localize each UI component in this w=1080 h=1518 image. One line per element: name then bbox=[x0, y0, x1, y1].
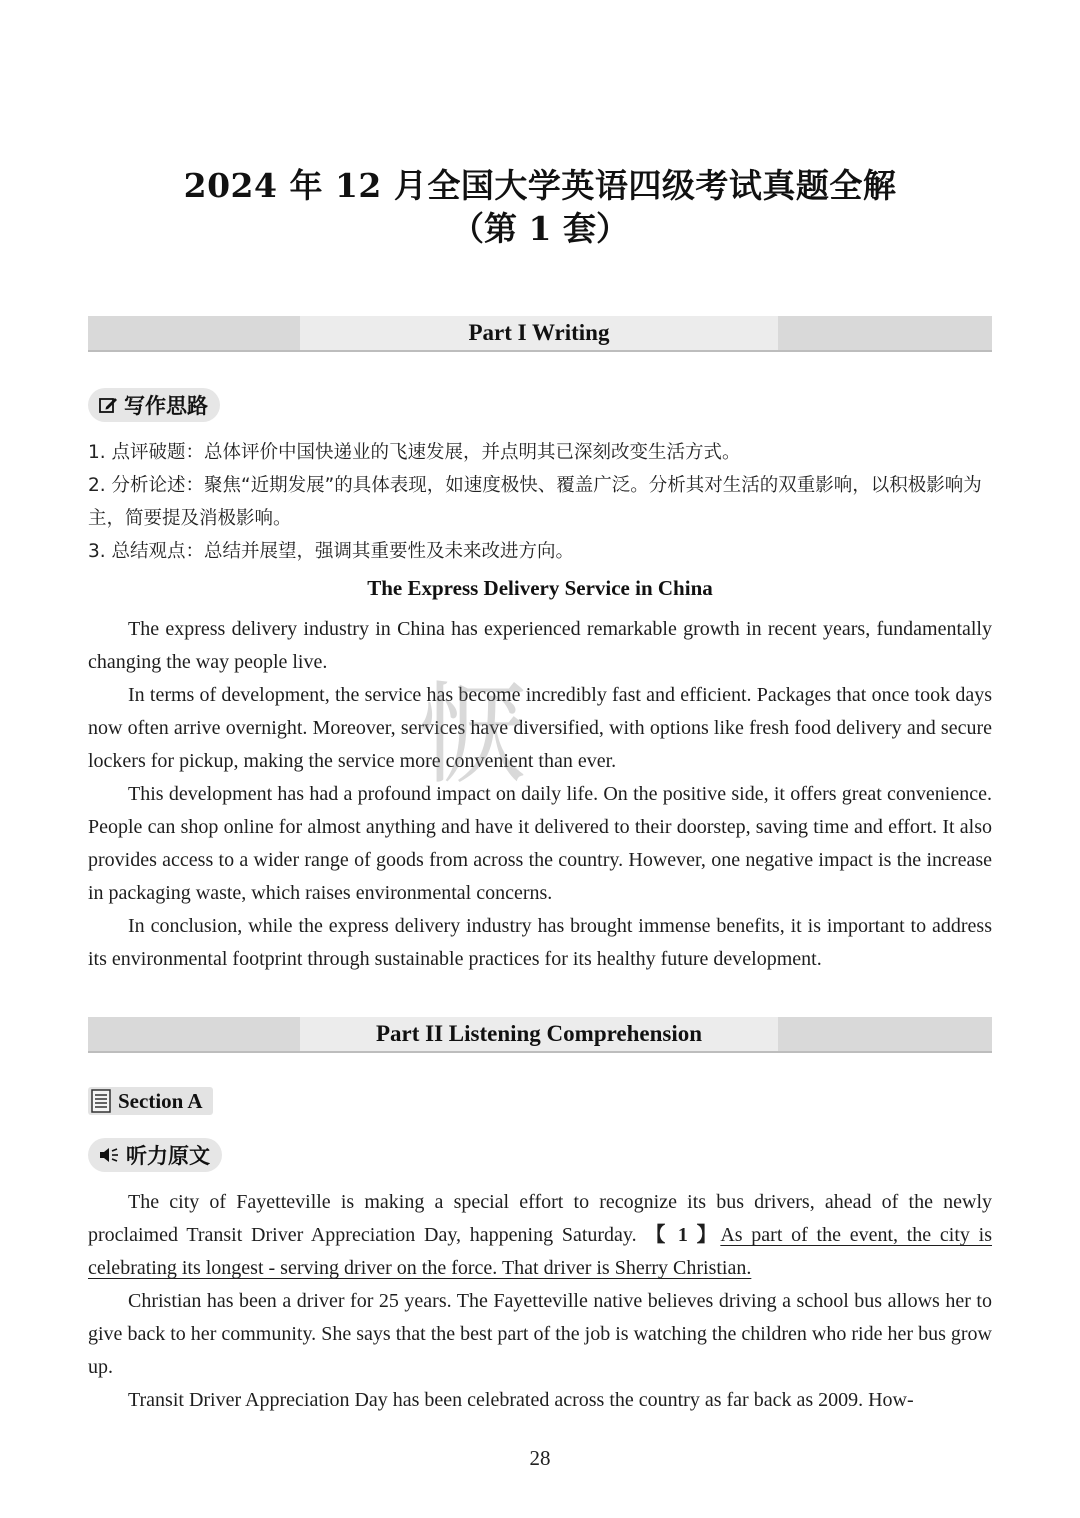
writing-point: 3. 总结观点：总结并展望，强调其重要性及未来改进方向。 bbox=[88, 541, 575, 562]
page-subtitle: （第 1 套） bbox=[451, 209, 629, 248]
essay-paragraph: In terms of development, the service has become incredibly fast and efficient. Packages that once took days now often arrive overnight. Moreover, services have diversified, with options like fresh food delivery and secure lockers for pickup, making the service more convenient than ever. bbox=[88, 684, 992, 772]
listening-transcript-tag bbox=[88, 1138, 222, 1172]
essay-title: The Express Delivery Service in China bbox=[367, 576, 713, 600]
tag-label: 听力原文 bbox=[126, 1144, 210, 1168]
part-header-label: Part I Writing bbox=[300, 316, 778, 350]
writing-point: 2. 分析论述：聚焦“近期发展”的具体表现，如速度极快、覆盖广泛。分析其对生活的双重影响，以积极影响为主，简要提及消极影响。 bbox=[88, 475, 982, 529]
part-header-listening bbox=[88, 1017, 992, 1053]
writing-approach-tag bbox=[88, 388, 220, 422]
writing-points bbox=[88, 436, 992, 568]
section-a-tag bbox=[88, 1087, 213, 1115]
transcript-paragraph bbox=[88, 1186, 992, 1285]
transcript-paragraph: Christian has been a driver for 25 years. The Fayetteville native believes driving a school bus allows her to give back to her community. She says that the best part of the job is watching the children who ride her bus grow up. bbox=[88, 1290, 992, 1378]
edit-icon bbox=[98, 395, 118, 415]
tag-label: 写作思路 bbox=[124, 394, 208, 418]
essay-paragraph: This development has had a profound impact on daily life. On the positive side, it offers great convenience. People can shop online for almost anything and have it delivered to their doorstep, saving time and effort. It also provides access to a wider range of goods from across the country. However, one negative impact is the increase in packaging waste, which raises environmental concerns. bbox=[88, 783, 992, 904]
essay-paragraph: The express delivery industry in China has experienced remarkable growth in recent years, fundamentally changing the way people live. bbox=[88, 618, 992, 673]
tag-label: Section A bbox=[118, 1088, 203, 1113]
question-marker: 【 1 】 bbox=[645, 1224, 721, 1246]
watermark: 恹 bbox=[418, 671, 528, 799]
essay-body bbox=[88, 613, 992, 976]
part-header-label: Part II Listening Comprehension bbox=[300, 1017, 778, 1051]
transcript-text: The city of Fayetteville is making a special effort to recognize its bus drivers, ahead of the newly proclaimed Transit Driver Appreciation Day, happening Saturday. bbox=[88, 1191, 992, 1246]
essay-paragraph: In conclusion, while the express delivery industry has brought immense benefits, it is important to address its environmental footprint through sustainable practices for its healthy future development. bbox=[88, 915, 992, 970]
page-number: 28 bbox=[529, 1446, 551, 1470]
part-header-writing bbox=[88, 316, 992, 352]
speaker-icon bbox=[98, 1145, 120, 1165]
underlined-answer: As part of the event, the city is celebrating its longest - serving driver on the force. That driver is Sherry Christian. bbox=[88, 1224, 992, 1279]
listening-transcript bbox=[88, 1186, 992, 1417]
transcript-paragraph: Transit Driver Appreciation Day has been celebrated across the country as far back as 2009. How- bbox=[128, 1389, 914, 1411]
page-title: 2024 年 12 月全国大学英语四级考试真题全解 bbox=[183, 166, 897, 205]
list-icon bbox=[90, 1089, 112, 1113]
writing-point: 1. 点评破题：总体评价中国快递业的飞速发展，并点明其已深刻改变生活方式。 bbox=[88, 442, 741, 463]
